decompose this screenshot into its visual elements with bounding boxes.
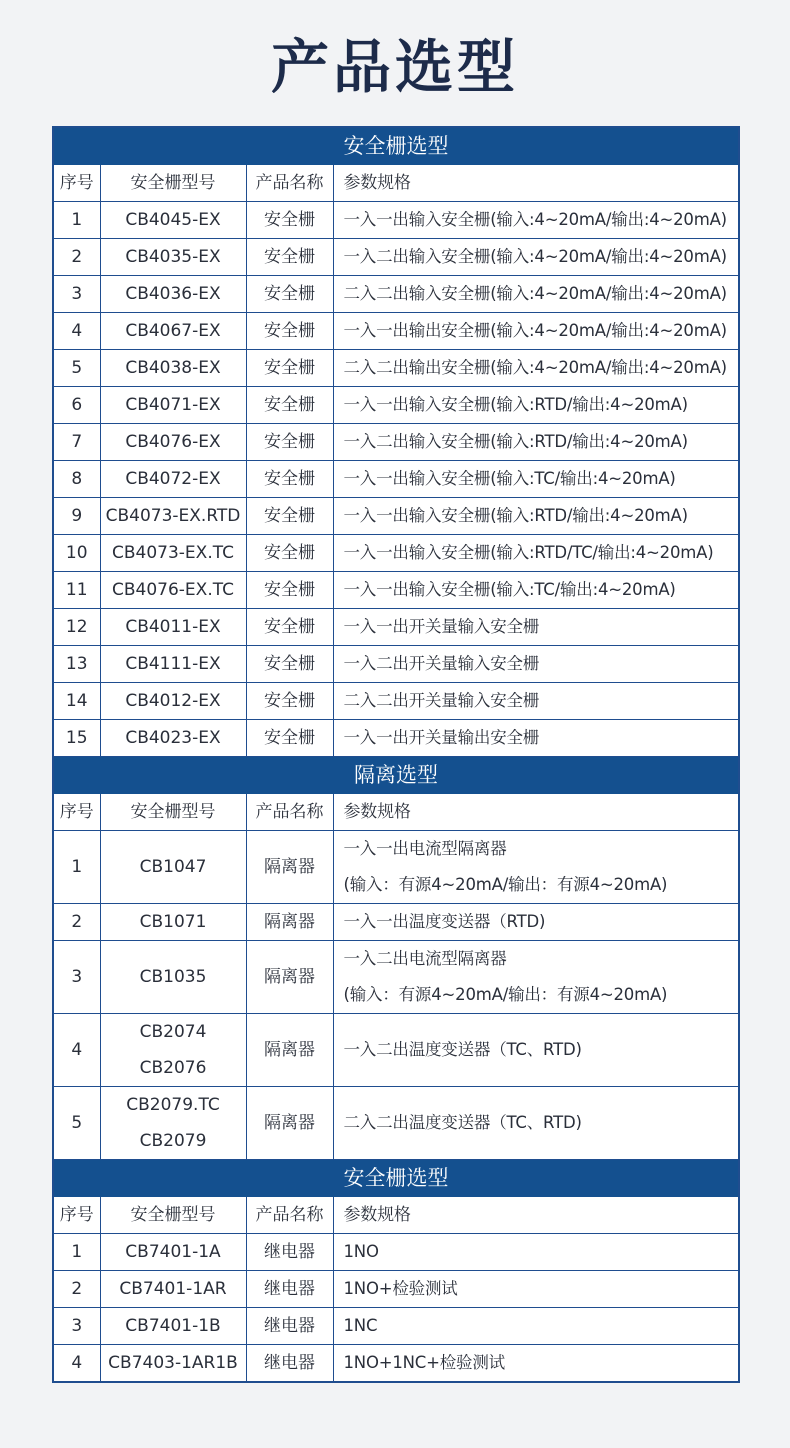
row-spec: 1NO bbox=[333, 1234, 739, 1271]
table-row bbox=[53, 1014, 739, 1087]
row-no: 2 bbox=[53, 239, 100, 276]
model-line: CB2076 bbox=[139, 1058, 207, 1078]
row-name: 安全栅 bbox=[246, 461, 333, 498]
table-row bbox=[53, 461, 739, 498]
spec-line: 一入一出电流型隔离器 bbox=[343, 839, 507, 858]
table-row bbox=[53, 202, 739, 239]
row-no: 5 bbox=[53, 350, 100, 387]
row-name: 安全栅 bbox=[246, 683, 333, 720]
column-header-row bbox=[53, 794, 739, 831]
row-spec: 一入二出输入安全栅(输入:4~20mA/输出:4~20mA) bbox=[333, 239, 739, 276]
table-row bbox=[53, 313, 739, 350]
row-model: CB1071 bbox=[100, 904, 246, 941]
row-spec: 一入一出输入安全栅(输入:RTD/输出:4~20mA) bbox=[333, 387, 739, 424]
table-row bbox=[53, 239, 739, 276]
header-no: 序号 bbox=[53, 1197, 100, 1234]
table-row bbox=[53, 720, 739, 757]
spec-line: (输入：有源4~20mA/输出：有源4~20mA) bbox=[343, 985, 668, 1004]
row-spec bbox=[333, 941, 739, 1014]
row-no: 10 bbox=[53, 535, 100, 572]
row-model: CB4035-EX bbox=[100, 239, 246, 276]
row-name: 安全栅 bbox=[246, 720, 333, 757]
table-row bbox=[53, 904, 739, 941]
model-line: CB2079 bbox=[139, 1131, 207, 1151]
section-header-safety-barrier bbox=[53, 127, 739, 165]
row-model: CB7403-1AR1B bbox=[100, 1345, 246, 1383]
spec-line: 一入二出电流型隔离器 bbox=[343, 949, 507, 968]
header-spec: 参数规格 bbox=[333, 794, 739, 831]
row-model: CB1035 bbox=[100, 941, 246, 1014]
row-no: 9 bbox=[53, 498, 100, 535]
row-spec: 一入二出温度变送器（TC、RTD) bbox=[333, 1014, 739, 1087]
table-row bbox=[53, 276, 739, 313]
row-name: 安全栅 bbox=[246, 646, 333, 683]
row-model bbox=[100, 1014, 246, 1087]
section-header-relay bbox=[53, 1160, 739, 1197]
table-row bbox=[53, 424, 739, 461]
row-model: CB7401-1B bbox=[100, 1308, 246, 1345]
row-model: CB4012-EX bbox=[100, 683, 246, 720]
row-model: CB4076-EX.TC bbox=[100, 572, 246, 609]
row-spec: 一入一出输出安全栅(输入:4~20mA/输出:4~20mA) bbox=[333, 313, 739, 350]
row-no: 3 bbox=[53, 941, 100, 1014]
row-model: CB4073-EX.RTD bbox=[100, 498, 246, 535]
header-no: 序号 bbox=[53, 794, 100, 831]
row-spec: 一入一出输入安全栅(输入:TC/输出:4~20mA) bbox=[333, 461, 739, 498]
row-no: 3 bbox=[53, 1308, 100, 1345]
row-model: CB4073-EX.TC bbox=[100, 535, 246, 572]
row-no: 14 bbox=[53, 683, 100, 720]
row-no: 15 bbox=[53, 720, 100, 757]
row-name: 安全栅 bbox=[246, 498, 333, 535]
column-header-row bbox=[53, 165, 739, 202]
model-line: CB2074 bbox=[139, 1022, 207, 1042]
row-name: 安全栅 bbox=[246, 276, 333, 313]
table-row bbox=[53, 350, 739, 387]
table-row bbox=[53, 1308, 739, 1345]
row-no: 2 bbox=[53, 1271, 100, 1308]
row-spec: 一入二出输入安全栅(输入:RTD/输出:4~20mA) bbox=[333, 424, 739, 461]
row-spec: 1NC bbox=[333, 1308, 739, 1345]
row-spec: 1NO+检验测试 bbox=[333, 1271, 739, 1308]
table-row bbox=[53, 387, 739, 424]
table-row bbox=[53, 1271, 739, 1308]
row-name: 继电器 bbox=[246, 1308, 333, 1345]
section-title: 安全栅选型 bbox=[53, 1160, 739, 1197]
row-name: 安全栅 bbox=[246, 609, 333, 646]
row-spec: 二入二出输入安全栅(输入:4~20mA/输出:4~20mA) bbox=[333, 276, 739, 313]
row-model: CB4076-EX bbox=[100, 424, 246, 461]
row-name: 安全栅 bbox=[246, 350, 333, 387]
row-name: 安全栅 bbox=[246, 572, 333, 609]
row-name: 安全栅 bbox=[246, 313, 333, 350]
row-no: 1 bbox=[53, 1234, 100, 1271]
row-name: 隔离器 bbox=[246, 941, 333, 1014]
row-model bbox=[100, 1087, 246, 1160]
row-no: 7 bbox=[53, 424, 100, 461]
table-row bbox=[53, 683, 739, 720]
row-no: 5 bbox=[53, 1087, 100, 1160]
header-model: 安全栅型号 bbox=[100, 794, 246, 831]
row-model: CB4011-EX bbox=[100, 609, 246, 646]
table-row bbox=[53, 609, 739, 646]
row-name: 继电器 bbox=[246, 1234, 333, 1271]
section-title: 安全栅选型 bbox=[53, 127, 739, 165]
row-model: CB4045-EX bbox=[100, 202, 246, 239]
row-name: 安全栅 bbox=[246, 239, 333, 276]
row-no: 4 bbox=[53, 1345, 100, 1383]
row-no: 11 bbox=[53, 572, 100, 609]
row-no: 1 bbox=[53, 831, 100, 904]
row-no: 1 bbox=[53, 202, 100, 239]
header-model: 安全栅型号 bbox=[100, 1197, 246, 1234]
row-model: CB4023-EX bbox=[100, 720, 246, 757]
row-name: 继电器 bbox=[246, 1345, 333, 1383]
row-model: CB4067-EX bbox=[100, 313, 246, 350]
row-spec: 一入一出开关量输出安全栅 bbox=[333, 720, 739, 757]
row-model: CB4111-EX bbox=[100, 646, 246, 683]
model-line: CB2079.TC bbox=[126, 1095, 220, 1115]
row-spec: 一入一出开关量输入安全栅 bbox=[333, 609, 739, 646]
row-spec: 一入一出温度变送器（RTD) bbox=[333, 904, 739, 941]
row-name: 隔离器 bbox=[246, 831, 333, 904]
row-spec: 一入一出输入安全栅(输入:4~20mA/输出:4~20mA) bbox=[333, 202, 739, 239]
row-no: 6 bbox=[53, 387, 100, 424]
table-row bbox=[53, 941, 739, 1014]
row-model: CB4038-EX bbox=[100, 350, 246, 387]
table-row bbox=[53, 646, 739, 683]
row-spec: 二入二出输出安全栅(输入:4~20mA/输出:4~20mA) bbox=[333, 350, 739, 387]
table-row bbox=[53, 535, 739, 572]
table-row bbox=[53, 831, 739, 904]
row-model: CB4036-EX bbox=[100, 276, 246, 313]
page-title: 产品选型 bbox=[270, 33, 519, 101]
section-header-isolator bbox=[53, 757, 739, 794]
row-name: 隔离器 bbox=[246, 1014, 333, 1087]
row-no: 4 bbox=[53, 1014, 100, 1087]
column-header-row bbox=[53, 1197, 739, 1234]
table-row bbox=[53, 1234, 739, 1271]
row-no: 3 bbox=[53, 276, 100, 313]
row-name: 安全栅 bbox=[246, 202, 333, 239]
row-no: 13 bbox=[53, 646, 100, 683]
table-row bbox=[53, 1087, 739, 1160]
spec-line: (输入：有源4~20mA/输出：有源4~20mA) bbox=[343, 875, 668, 894]
row-name: 继电器 bbox=[246, 1271, 333, 1308]
row-name: 隔离器 bbox=[246, 904, 333, 941]
row-spec: 1NO+1NC+检验测试 bbox=[333, 1345, 739, 1383]
row-spec: 一入一出输入安全栅(输入:RTD/TC/输出:4~20mA) bbox=[333, 535, 739, 572]
row-model: CB4072-EX bbox=[100, 461, 246, 498]
row-model: CB7401-1AR bbox=[100, 1271, 246, 1308]
row-model: CB7401-1A bbox=[100, 1234, 246, 1271]
row-name: 安全栅 bbox=[246, 535, 333, 572]
row-spec: 二入二出开关量输入安全栅 bbox=[333, 683, 739, 720]
table-row bbox=[53, 572, 739, 609]
row-name: 隔离器 bbox=[246, 1087, 333, 1160]
row-no: 2 bbox=[53, 904, 100, 941]
header-spec: 参数规格 bbox=[333, 165, 739, 202]
row-no: 4 bbox=[53, 313, 100, 350]
row-name: 安全栅 bbox=[246, 424, 333, 461]
row-spec: 二入二出温度变送器（TC、RTD) bbox=[333, 1087, 739, 1160]
section-title: 隔离选型 bbox=[53, 757, 739, 794]
row-spec: 一入一出输入安全栅(输入:TC/输出:4~20mA) bbox=[333, 572, 739, 609]
row-name: 安全栅 bbox=[246, 387, 333, 424]
row-spec: 一入一出输入安全栅(输入:RTD/输出:4~20mA) bbox=[333, 498, 739, 535]
row-no: 8 bbox=[53, 461, 100, 498]
header-name: 产品名称 bbox=[246, 165, 333, 202]
row-spec: 一入二出开关量输入安全栅 bbox=[333, 646, 739, 683]
table-row bbox=[53, 1345, 739, 1383]
product-selection-table bbox=[52, 126, 740, 1383]
header-spec: 参数规格 bbox=[333, 1197, 739, 1234]
header-model: 安全栅型号 bbox=[100, 165, 246, 202]
header-name: 产品名称 bbox=[246, 794, 333, 831]
row-spec bbox=[333, 831, 739, 904]
row-model: CB4071-EX bbox=[100, 387, 246, 424]
header-name: 产品名称 bbox=[246, 1197, 333, 1234]
table-row bbox=[53, 498, 739, 535]
row-model: CB1047 bbox=[100, 831, 246, 904]
row-no: 12 bbox=[53, 609, 100, 646]
header-no: 序号 bbox=[53, 165, 100, 202]
